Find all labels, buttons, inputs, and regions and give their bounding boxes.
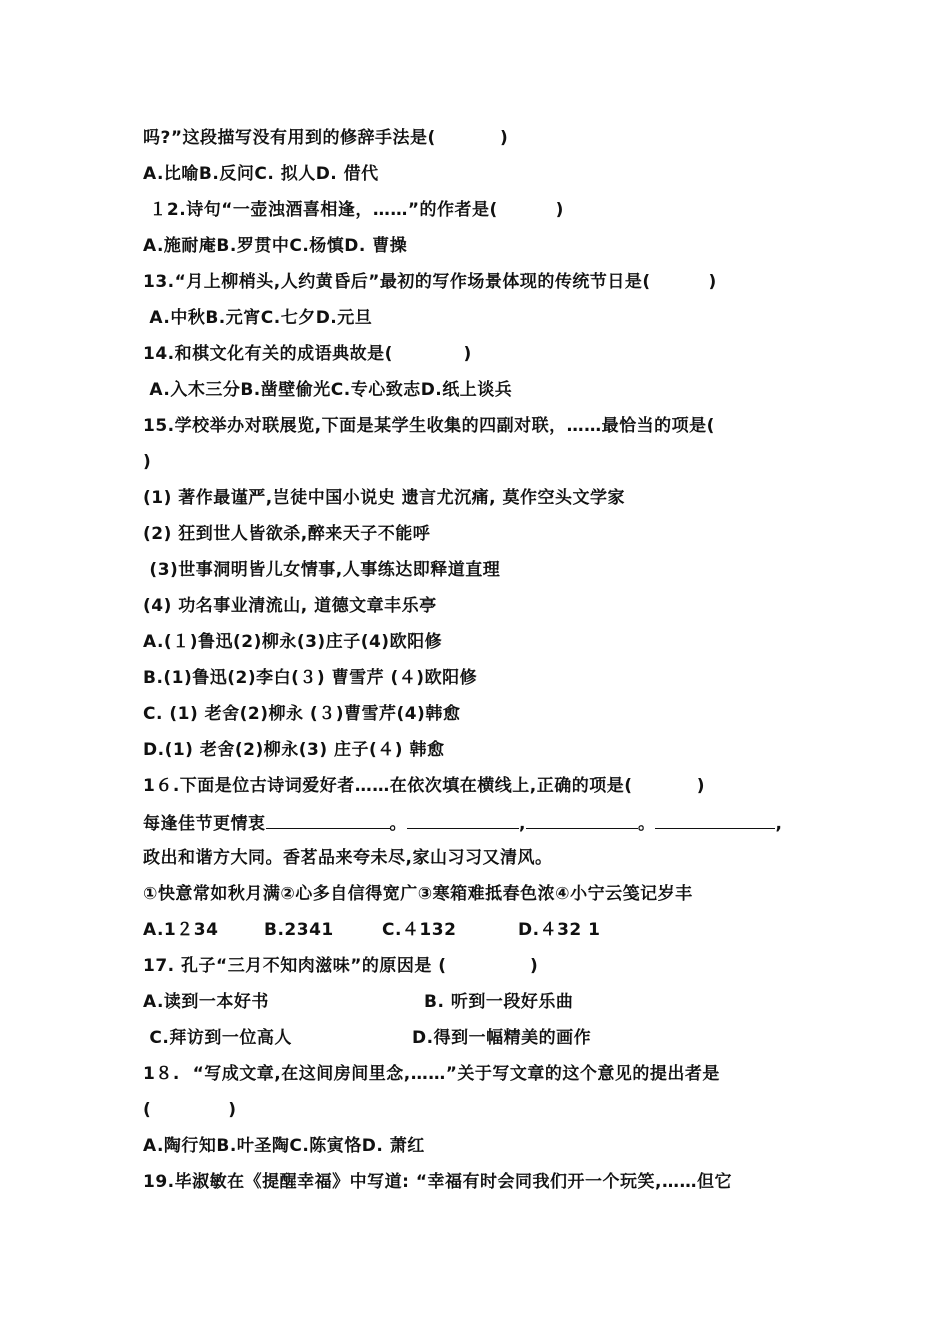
question-15-stem: 15.学校举办对联展览,下面是某学生收集的四副对联，……最恰当的项是(: [143, 416, 715, 436]
couplet-4: (4) 功名事业清流山, 道德文章丰乐亭: [143, 596, 437, 616]
question-17-option-d: D.得到一幅精美的画作: [412, 1028, 592, 1048]
poem-punct: 。: [389, 814, 407, 834]
question-19-stem: 19.毕淑敏在《提醒幸福》中写道: “幸福有时会同我们开一个玩笑,……但它: [143, 1172, 732, 1192]
poem-fill-line: [143, 810, 823, 836]
couplet-2: (2) 狂到世人皆欲杀,醉来天子不能呼: [143, 524, 431, 544]
question-16-option-b: B.2341: [264, 920, 334, 940]
question-17-option-b: B. 听到一段好乐曲: [424, 992, 574, 1012]
poem-choices: ①快意常如秋月满②心多自信得宽广③寒箱难抵春色浓④小宁云笺记岁丰: [143, 884, 693, 904]
question-13-options: A.中秋B.元宵C.七夕D.元旦: [143, 308, 373, 328]
poem-punct: ,: [519, 814, 526, 834]
question-18-stem-end: ( ): [143, 1100, 237, 1120]
poem-line-2: 政出和谐方大同。香茗品来夸未尽,家山习习又清风。: [143, 848, 553, 868]
fill-blank: [266, 810, 390, 829]
question-16-option-c: C.４132: [382, 920, 457, 940]
question-11-options: A.比喻B.反问C. 拟人D. 借代: [143, 164, 379, 184]
question-13-stem: 13.“月上柳梢头,人约黄昏后”最初的写作场景体现的传统节日是( ): [143, 272, 717, 292]
question-16-option-d: D.４32 1: [518, 920, 601, 940]
question-15-option-b: B.(1)鲁迅(2)李白(３) 曹雪芹 (４)欧阳修: [143, 668, 478, 688]
poem-punct: ,: [775, 814, 783, 834]
question-15-option-d: D.(1) 老舍(2)柳永(3) 庄子(４) 韩愈: [143, 740, 445, 760]
question-12-stem: １2.诗句“一壶浊酒喜相逢，……”的作者是( ): [143, 200, 564, 220]
fill-blank: [526, 810, 638, 829]
question-11-tail: 吗?”这段描写没有用到的修辞手法是( ): [143, 128, 509, 148]
fill-blank: [407, 810, 519, 829]
couplet-3: (3)世事洞明皆儿女情事,人事练达即释道直理: [143, 560, 501, 580]
question-14-stem: 14.和棋文化有关的成语典故是( ): [143, 344, 472, 364]
question-16-stem: 1６.下面是位古诗词爱好者……在依次填在横线上,正确的项是( ): [143, 776, 705, 796]
question-12-options: A.施耐庵B.罗贯中C.杨慎D. 曹操: [143, 236, 408, 256]
question-15-stem-end: ): [143, 452, 152, 472]
question-17-stem: 17. 孔子“三月不知肉滋味”的原因是 ( ): [143, 956, 539, 976]
question-18-options: A.陶行知B.叶圣陶C.陈寅恪D. 萧红: [143, 1136, 425, 1156]
poem-lead-text: 每逢佳节更情衷: [143, 814, 266, 834]
poem-punct: 。: [637, 814, 656, 834]
fill-blank: [655, 810, 775, 829]
question-17-option-a: A.读到一本好书: [143, 992, 269, 1012]
question-16-option-a: A.1２34: [143, 920, 219, 940]
couplet-1: (1) 著作最谨严,岂徒中国小说史 遗言尤沉痛, 莫作空头文学家: [143, 488, 626, 508]
question-14-options: A.入木三分B.凿壁偷光C.专心致志D.纸上谈兵: [143, 380, 513, 400]
question-18-stem: 1８. “写成文章,在这间房间里念,……”关于写文章的这个意见的提出者是: [143, 1064, 720, 1084]
question-17-option-c: C.拜访到一位高人: [143, 1028, 292, 1048]
question-15-option-c: C. (1) 老舍(2)柳永 (３)曹雪芹(4)韩愈: [143, 704, 461, 724]
question-15-option-a: A.(１)鲁迅(2)柳永(3)庄子(4)欧阳修: [143, 632, 443, 652]
